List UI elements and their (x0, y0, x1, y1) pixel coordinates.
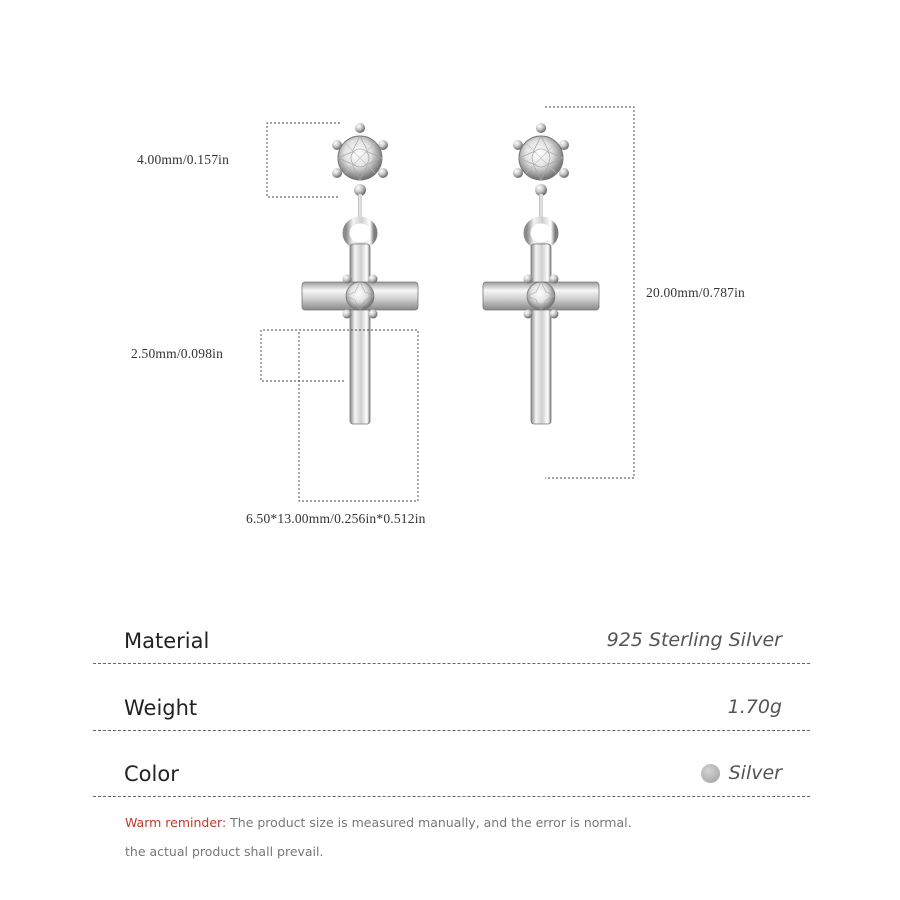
warm-reminder-text: The product size is measured manually, and the error is normal. (226, 815, 632, 830)
spec-row-material (93, 597, 810, 664)
spec-value-text: 1.70g (727, 696, 782, 718)
right-earring-image (483, 123, 599, 424)
color-swatch-icon (701, 764, 720, 783)
left-earring-image (302, 123, 418, 424)
stone-dimension-label: 2.50mm/0.098in (131, 346, 224, 361)
spec-label: Material (124, 629, 210, 653)
warm-reminder-note-line2: the actual product shall prevail. (125, 844, 324, 859)
spec-label: Color (124, 762, 179, 786)
stud-dimension-label: 4.00mm/0.157in (137, 152, 230, 167)
warm-reminder-note (125, 815, 632, 830)
spec-value-text: 925 Sterling Silver (606, 629, 782, 651)
spec-row-color (93, 730, 810, 797)
spec-value (701, 762, 782, 784)
warm-reminder-prefix: Warm reminder: (125, 815, 227, 830)
spec-value (728, 696, 782, 718)
spec-label: Weight (124, 696, 198, 720)
cross-dimension-label: 6.50*13.00mm/0.256in*0.512in (246, 511, 426, 526)
spec-value-text: Silver (728, 762, 782, 784)
length-dimension-label: 20.00mm/0.787in (646, 285, 746, 300)
spec-value (607, 629, 782, 651)
spec-row-weight (93, 664, 810, 731)
